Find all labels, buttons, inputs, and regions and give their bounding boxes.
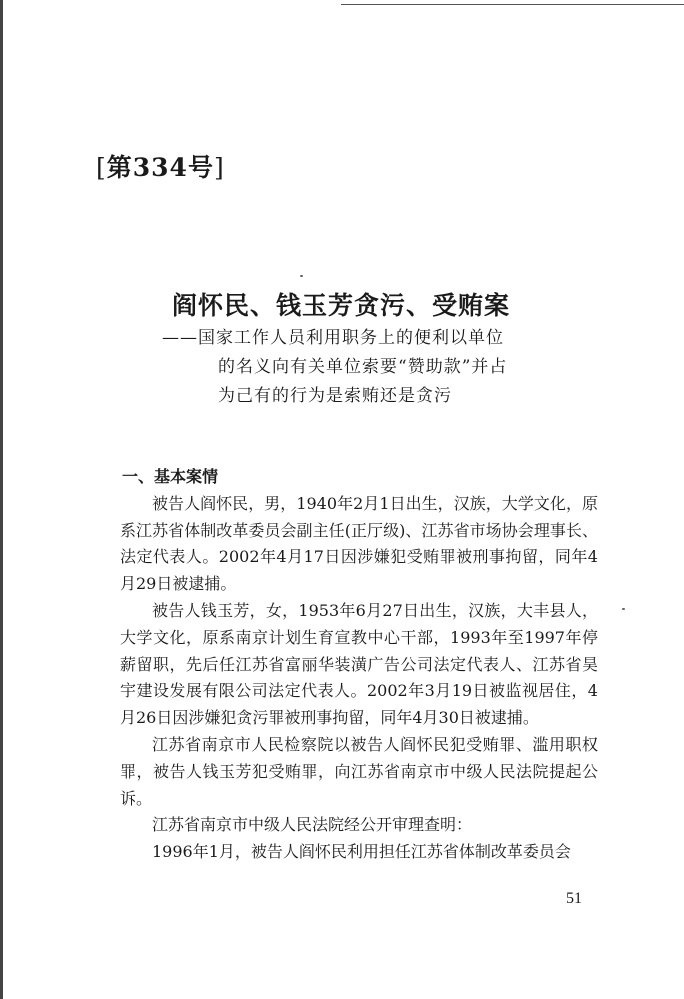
page-number: 51 [566, 890, 582, 907]
paragraph-prosecution: 江苏省南京市人民检察院以被告人阎怀民犯受贿罪、滥用职权罪，被告人钱玉芳犯受贿罪，向江苏省南京市中级人民法院提起公诉。 [120, 734, 598, 808]
page-edge-shadow [0, 0, 3, 999]
case-body [120, 464, 598, 866]
case-number [96, 148, 225, 184]
paragraph-defendant-qian: 被告人钱玉芳，女，1953年6月27日出生，汉族，大丰县人，大学文化，原系南京计划生育宣教中心干部，1993年至1997年停薪留职，先后任江苏省富丽华装潢广告公司法定代表人、江苏省昊宇建设发展有限公司法定代表人。2002年3月19日被监视居住，4月26日因涉嫌犯贪污罪被刑事拘留，同年4月30日被逮捕。 [120, 600, 598, 728]
case-title: 阎怀民、钱玉芳贪污、受贿案 [172, 291, 511, 320]
case-number-open-bracket: [ [96, 153, 107, 182]
case-subtitle [120, 324, 580, 411]
subtitle-line: 的名义向有关单位索要“赞助款”并占 [218, 357, 508, 377]
header-rule [341, 4, 684, 5]
paragraph-defendant-yan: 被告人阎怀民，男，1940年2月1日出生，汉族，大学文化，原系江苏省体制改革委员会副主任(正厅级)、江苏省市场协会理事长、法定代表人。2002年4月17日因涉嫌犯受贿罪被刑事拘留，同年4月29日被逮捕。 [120, 493, 598, 594]
case-number-close-bracket: ] [213, 153, 225, 182]
subtitle-line: 为己有的行为是索贿还是贪污 [218, 386, 452, 406]
section-heading: 一、基本案情 [122, 467, 219, 486]
subtitle-line: ——国家工作人员利用职务上的便利以单位 [162, 328, 504, 348]
paragraph-facts-start: 1996年1月，被告人阎怀民利用担任江苏省体制改革委员会 [152, 842, 571, 862]
scan-speck [300, 275, 303, 277]
paragraph-court-finding: 江苏省南京市中级人民法院经公开审理查明： [152, 815, 473, 835]
case-number-label: 第334号 [106, 153, 214, 182]
scan-speck [622, 608, 625, 610]
